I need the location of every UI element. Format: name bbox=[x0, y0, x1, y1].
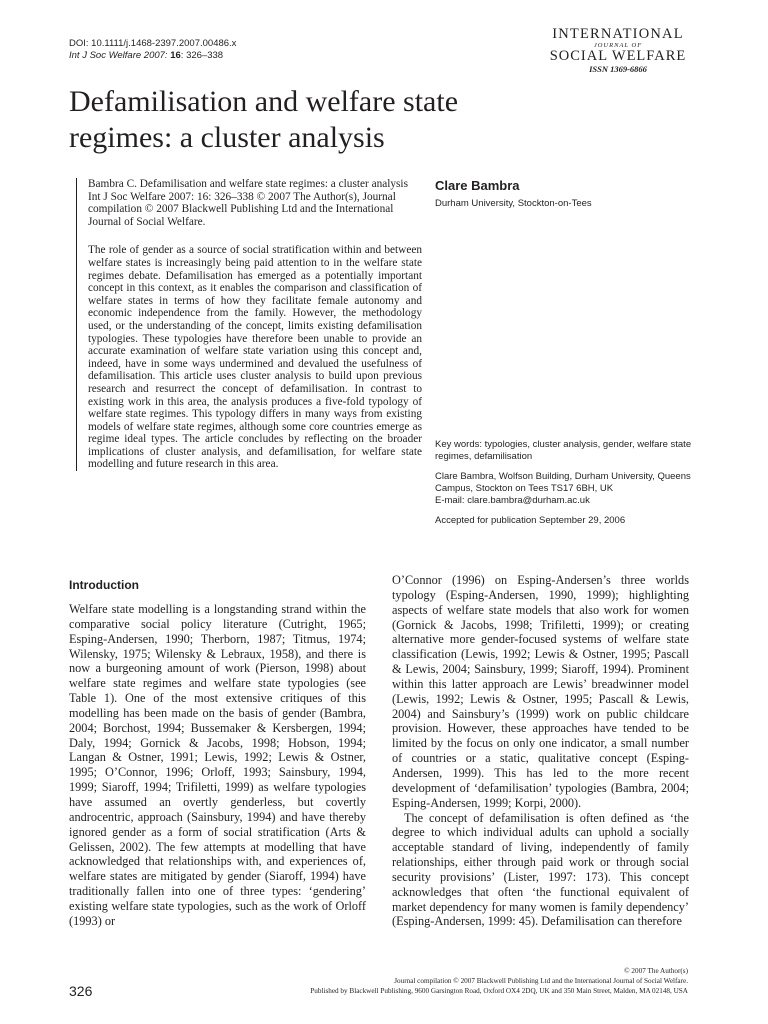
issn: ISSN 1369-6866 bbox=[589, 64, 647, 74]
article-info bbox=[435, 439, 703, 535]
footer-compilation: Journal compilation © 2007 Blackwell Publishing Ltd and the International Journal of Social Welfare. bbox=[394, 977, 688, 985]
citation-journal: Int J Soc Welfare 2007: bbox=[69, 50, 171, 61]
footer bbox=[310, 966, 688, 996]
email: E-mail: clare.bambra@durham.ac.uk bbox=[435, 495, 590, 506]
abstract-citation: Bambra C. Defamilisation and welfare state regimes: a cluster analysis Int J Soc Welfare 2007: 16: 326–338 © 2007 The Author(s), Journal compilation © 2007 Blackwell Publishing Ltd and the International Journal of Social Welfare. bbox=[88, 178, 408, 228]
journal-logo-line2: JOURNAL OF bbox=[593, 42, 643, 49]
doi-text: DOI: 10.1111/j.1468-2397.2007.00486.x bbox=[69, 38, 237, 49]
body-left-column bbox=[69, 602, 366, 929]
article-title: Defamilisation and welfare state regimes: a cluster analysis bbox=[69, 85, 459, 154]
accepted-date: Accepted for publication September 29, 2006 bbox=[435, 515, 626, 526]
journal-logo-line3: SOCIAL WELFARE bbox=[549, 48, 687, 64]
citation-volume: 16 bbox=[170, 50, 181, 61]
body-paragraph: The concept of defamilisation is often defined as ‘the degree to which individual adults can uphold a socially acceptable standard of living, independently of family relationships, either through paid work or through social security provisions’ (Lister, 1997: 173). This concept acknowledges that often ‘the functional equivalent of market dependency for many women is family dependency’ (Esping-Andersen, 1999: 45). Defamilisation can therefore bbox=[392, 810, 689, 929]
journal-logo bbox=[548, 27, 688, 75]
page-number: 326 bbox=[69, 983, 93, 999]
correspondence-address: Clare Bambra, Wolfson Building, Durham University, Queens Campus, Stockton on Tees TS17 6BH, UK bbox=[435, 471, 691, 494]
journal-logo-line1: INTERNATIONAL bbox=[552, 26, 684, 42]
abstract-text: The role of gender as a source of social stratification within and between welfare states is increasingly being paid attention to in the welfare state regimes debate. Defamilisation has emerged as a potentially important concept in this context, as it enables the comparison and classification of welfare states in terms of how they facilitate female autonomy and economic independence from the family. However, the methodology used, or the understanding of the concept, limits existing defamilisation typologies. These typologies have therefore been unable to provide an accurate examination of welfare state variation using this concept and, indeed, have in some ways undermined and devalued the usefulness of defamilisation. This article uses cluster analysis to build upon previous research and resurrect the concept of defamilisation. In contrast to existing work in this area, the analysis produces a five-fold typology of welfare state regimes. This typology differs in many ways from existing models of welfare state regimes, although some core countries emerge as regime ideal types. The article concludes by reflecting on the broader implications of cluster analysis, and defamilisation, for welfare state modelling and future research in this area. bbox=[88, 244, 422, 471]
footer-publisher: Published by Blackwell Publishing, 9600 Garsington Road, Oxford OX4 2DQ, UK and 350 Main Street, Malden, MA 02148, USA bbox=[310, 987, 688, 995]
doi-block bbox=[69, 38, 236, 62]
abstract-box bbox=[76, 178, 422, 471]
body-paragraph: O’Connor (1996) on Esping-Andersen’s three worlds typology (Esping-Andersen, 1990, 1999); highlighting aspects of welfare state models that also work for women (Gornick & Jacobs, 1998; Trifiletti, 1999); or creating alternative more gender-focused systems of welfare state classification (Lewis, 1992; Lewis & Ostner, 1995; Pascall & Lewis, 2004; Sainsbury, 1999; Siaroff, 1994). Prominent within this latter approach are Lewis’ breadwinner model (Lewis, 1992; Lewis & Ostner, 1995; Pascall & Lewis, 2004) and Sainsbury’s (1999) work on public childcare provision. However, these approaches have tended to be limited by the focus on only one indicator, a small number of countries or a static, qualitative concept (Esping-Andersen, 1999). This has led to the more recent development of ‘defamilisation’ typologies (Bambra, 2004; Esping-Andersen, 1999; Korpi, 2000). bbox=[392, 573, 689, 810]
keywords: Key words: typologies, cluster analysis, gender, welfare state regimes, defamilisation bbox=[435, 439, 692, 462]
citation-pages: : 326–338 bbox=[180, 50, 224, 61]
footer-copyright: © 2007 The Author(s) bbox=[624, 967, 688, 975]
body-paragraph: Welfare state modelling is a longstanding strand within the comparative social policy literature (Cutright, 1965; Esping-Andersen, 1990; Therborn, 1987; Titmus, 1974; Wilensky, 1975; Wilensky & Lebraux, 1958), and there is now a burgeoning amount of work (Pierson, 1998) about welfare state regimes and welfare state typologies (see Table 1). One of the most extensive critiques of this modelling has been made on the basis of gender (Bambra, 2004; Borchost, 1994; Bussemaker & Kersbergen, 1994; Daly, 1994; Gornick & Jacobs, 1998; Hobson, 1994; Langan & Ostner, 1991; Lewis, 1992; Lewis & Ostner, 1995; O’Connor, 1996; Orloff, 1993; Sainsbury, 1994, 1999; Siaroff, 1994; Trifiletti, 1999) as welfare typologies have assumed an overtly genderless, but covertly androcentric, approach (Sainsbury, 1994) and have thereby ignored gender as a form of social stratification (Arts & Gelissen, 2002). The few attempts at modelling that have acknowledged that relationships with, and experiences of, welfare states are mitigated by gender (Siaroff, 1994) have traditionally fallen into one of three types: ‘gendering’ existing welfare state typologies, such as the work of Orloff (1993) or bbox=[69, 602, 366, 928]
body-right-column bbox=[392, 573, 689, 929]
section-heading: Introduction bbox=[69, 578, 139, 592]
author-name: Clare Bambra bbox=[435, 178, 520, 193]
journal-citation bbox=[69, 50, 236, 62]
correspondence bbox=[435, 471, 703, 507]
author-affiliation: Durham University, Stockton-on-Tees bbox=[435, 198, 592, 209]
